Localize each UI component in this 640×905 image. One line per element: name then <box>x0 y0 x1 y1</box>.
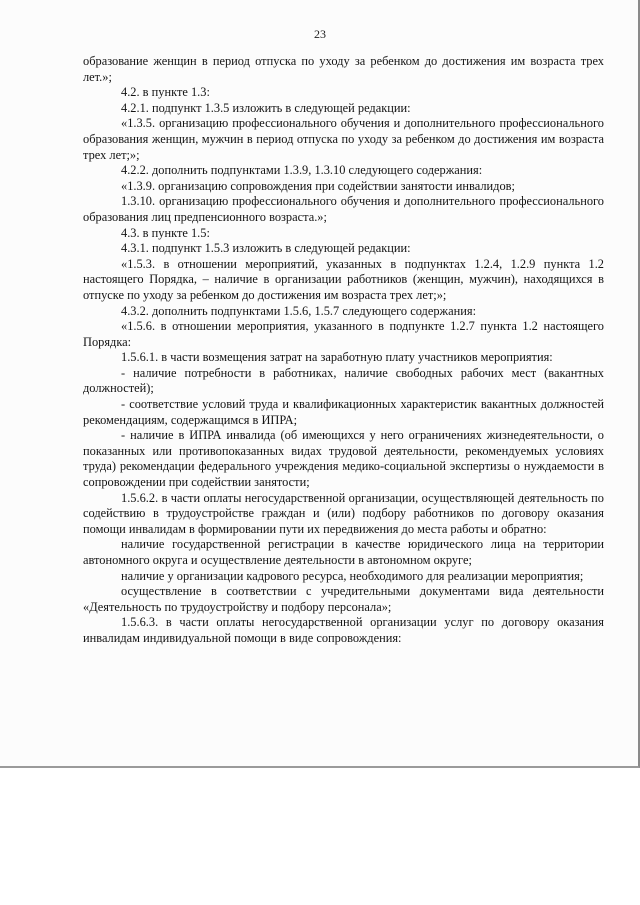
body-text <box>83 54 604 647</box>
paragraph-item-staff: наличие у организации кадрового ресурса, необходимого для реализации мероприятия; <box>121 568 584 583</box>
paragraph-item-ipra: - наличие в ИПРА инвалида (об имеющихся у него ограничениях жизнедеятельности, о показанных или противопоказанных видах трудовой деятельности, рекомендуемых условиях труда) рекомендации федерального учреждения медико-социальной экспертизы о нуждаемости в сопровождении при содействии занятости; <box>83 428 604 490</box>
paragraph-4-2-1: 4.2.1. подпункт 1.3.5 изложить в следующей редакции: <box>121 100 411 115</box>
paragraph-continuation: образование женщин в период отпуска по уходу за ребенком до достижения им возраста трех лет.»; <box>83 54 604 84</box>
paragraph-1-3-5: «1.3.5. организацию профессионального обучения и дополнительного профессионального образования женщин, мужчин в период отпуска по уходу за ребенком до достижения им возраста трех лет;»; <box>83 116 604 162</box>
paragraph-item-registration: наличие государственной регистрации в качестве юридического лица на территории автономного округа и осуществление деятельности в автономном округе; <box>83 537 604 567</box>
paragraph-1-5-6: «1.5.6. в отношении мероприятия, указанного в подпункте 1.2.7 пункта 1.2 настоящего Порядка: <box>83 319 604 349</box>
paragraph-4-2: 4.2. в пункте 1.3: <box>121 85 210 100</box>
paragraph-4-2-2: 4.2.2. дополнить подпунктами 1.3.9, 1.3.10 следующего содержания: <box>121 163 483 178</box>
paragraph-1-5-3: «1.5.3. в отношении мероприятий, указанных в подпунктах 1.2.4, 1.2.9 пункта 1.2 настоящего Порядка, – наличие в организации работников (женщин, мужчин), находящихся в отпуске по уходу за ребенком до достижения им возраста трех лет;»; <box>83 256 604 302</box>
page-number: 23 <box>314 27 326 41</box>
paragraph-4-3-1: 4.3.1. подпункт 1.5.3 изложить в следующей редакции: <box>121 241 411 256</box>
paragraph-1-5-6-1: 1.5.6.1. в части возмещения затрат на заработную плату участников мероприятия: <box>121 350 553 365</box>
paragraph-item-vacancies: - наличие потребности в работниках, наличие свободных рабочих мест (вакантных должностей); <box>83 365 604 396</box>
paragraph-1-5-6-2: 1.5.6.2. в части оплаты негосударственной организации, осуществляющей деятельность по содействию в трудоустройстве граждан и (или) подбору работников по договору оказания помощи инвалидам в формировании пути их передвижения до места работы и обратно: <box>83 490 604 536</box>
paragraph-4-3-2: 4.3.2. дополнить подпунктами 1.5.6, 1.5.7 следующего содержания: <box>121 303 477 318</box>
paragraph-item-activity: осуществление в соответствии с учредительными документами вида деятельности «Деятельность по трудоустройству и подбору персонала»; <box>83 584 604 614</box>
paragraph-1-3-10: 1.3.10. организацию профессионального обучения и дополнительного профессионального образования лиц предпенсионного возраста.»; <box>83 194 604 224</box>
paragraph-item-conditions: - соответствие условий труда и квалификационных характеристик вакантных должностей рекомендациям, содержащимся в ИПРА; <box>83 397 604 427</box>
paragraph-1-3-9: «1.3.9. организацию сопровождения при содействии занятости инвалидов; <box>121 178 515 193</box>
paragraph-1-5-6-3: 1.5.6.3. в части оплаты негосударственной организации услуг по договору оказания инвалидам индивидуальной помощи в виде сопровождения: <box>83 615 604 645</box>
paragraph-4-3: 4.3. в пункте 1.5: <box>121 225 210 240</box>
blank-area <box>0 768 640 905</box>
